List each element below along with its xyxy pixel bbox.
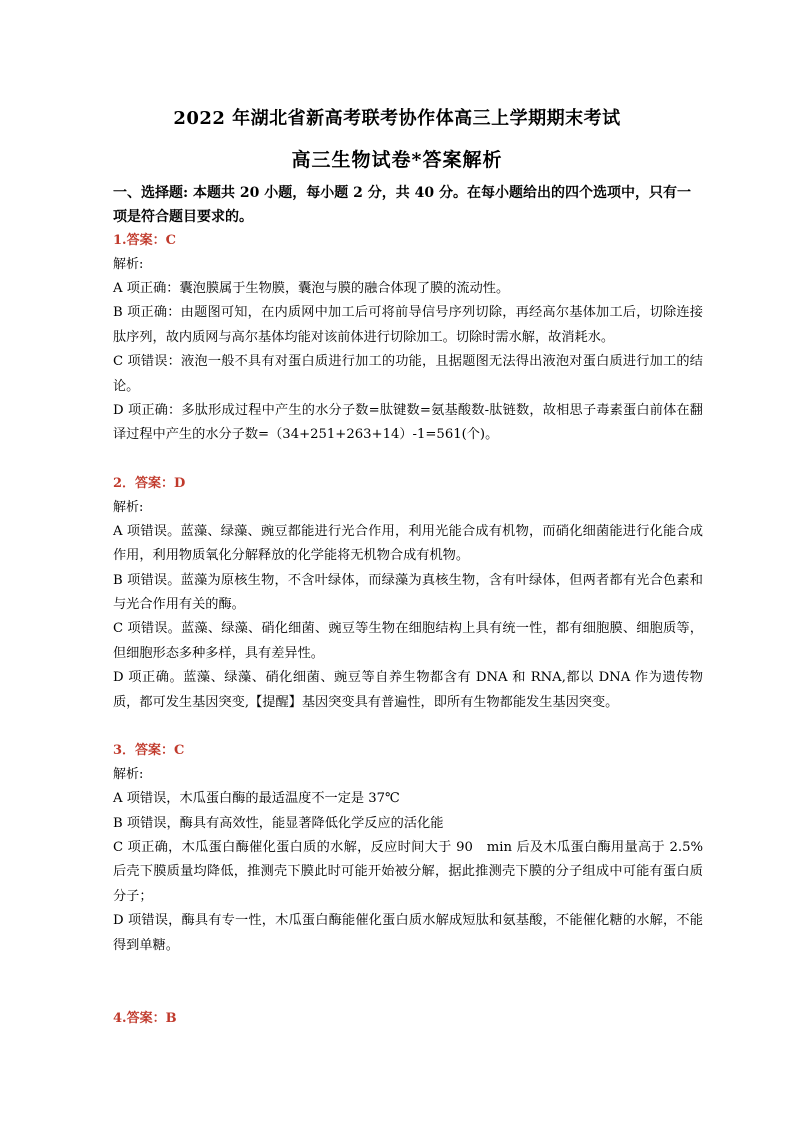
answer-3: 3．答案：C xyxy=(113,743,185,759)
q1-option-d: D 项正确：多肽形成过程中产生的水分子数=肽键数=氨基酸数-肽链数，故相思子毒素蛋白前体在翻译过程中产生的水分子数=（34+251+263+14）-1=561(个)。 xyxy=(113,403,703,443)
analysis-label-2: 解析: xyxy=(113,499,144,515)
spacer xyxy=(113,448,703,472)
q1-option-c: C 项错误：液泡一般不具有对蛋白质进行加工的功能，且据题图无法得出液泡对蛋白质进行加工的结论。 xyxy=(113,354,703,394)
q3-option-c: C 项正确，木瓜蛋白酶催化蛋白质的水解，反应时间大于 90 min 后及木瓜蛋白酶用量高于 2.5%后壳下膜质量均降低，推测壳下膜此时可能开始被分解，据此推测壳下膜的分子组成中可能有蛋白质分子； xyxy=(113,839,703,904)
document-body xyxy=(113,181,703,1031)
q2-option-d: D 项正确。蓝藻、绿藻、硝化细菌、豌豆等自养生物都含有 DNA 和 RNA,都以 DNA 作为遗传物质，都可发生基因突变,【提醒】基因突变具有普遍性，即所有生物都能发生基因突变。 xyxy=(113,670,703,710)
analysis-label-3: 解析: xyxy=(113,767,144,783)
q2-option-b: B 项错误。蓝藻为原核生物，不含叶绿体，而绿藻为真核生物，含有叶绿体，但两者都有光合色素和与光合作用有关的酶。 xyxy=(113,572,703,613)
document-subtitle: 高三生物试卷*答案解析 xyxy=(291,149,503,171)
spacer xyxy=(113,958,703,1007)
analysis-label-1: 解析: xyxy=(113,257,144,272)
answer-1: 1.答案：C xyxy=(113,233,176,248)
answer-4: 4.答案：B xyxy=(113,1010,177,1026)
spacer xyxy=(113,715,703,739)
section-heading: 一、选择题: 本题共 20 小题，每小题 2 分，共 40 分。在每小题给出的四个选项中，只有一项是符合题目要求的。 xyxy=(113,185,691,225)
document-title: 2022 年湖北省新高考联考协作体高三上学期期末考试 xyxy=(173,108,621,129)
q1-option-a: A 项正确：囊泡膜属于生物膜，囊泡与膜的融合体现了膜的流动性。 xyxy=(113,281,510,296)
q2-option-a: A 项错误。蓝藻、绿藻、豌豆都能进行光合作用，利用光能合成有机物，而硝化细菌能进行化能合成作用，利用物质氧化分解释放的化学能将无机物合成有机物。 xyxy=(113,523,703,564)
q1-option-b: B 项正确：由题图可知，在内质网中加工后可将前导信号序列切除，再经高尔基体加工后，切除连接肽序列，故内质网与高尔基体均能对该前体进行切除加工。切除时需水解，故消耗水。 xyxy=(113,305,703,345)
answer-2: 2．答案：D xyxy=(113,475,186,491)
q3-option-b: B 项错误，酶具有高效性，能显著降低化学反应的活化能 xyxy=(113,815,444,831)
q3-option-d: D 项错误，酶具有专一性，木瓜蛋白酶能催化蛋白质水解成短肽和氨基酸，不能催化糖的水解，不能得到单糖。 xyxy=(113,913,703,953)
q2-option-c: C 项错误。蓝藻、绿藻、硝化细菌、豌豆等生物在细胞结构上具有统一性，都有细胞膜、细胞质等，但细胞形态多种多样，具有差异性。 xyxy=(113,621,703,661)
q3-option-a: A 项错误，木瓜蛋白酶的最适温度不一定是 37℃ xyxy=(113,791,400,807)
